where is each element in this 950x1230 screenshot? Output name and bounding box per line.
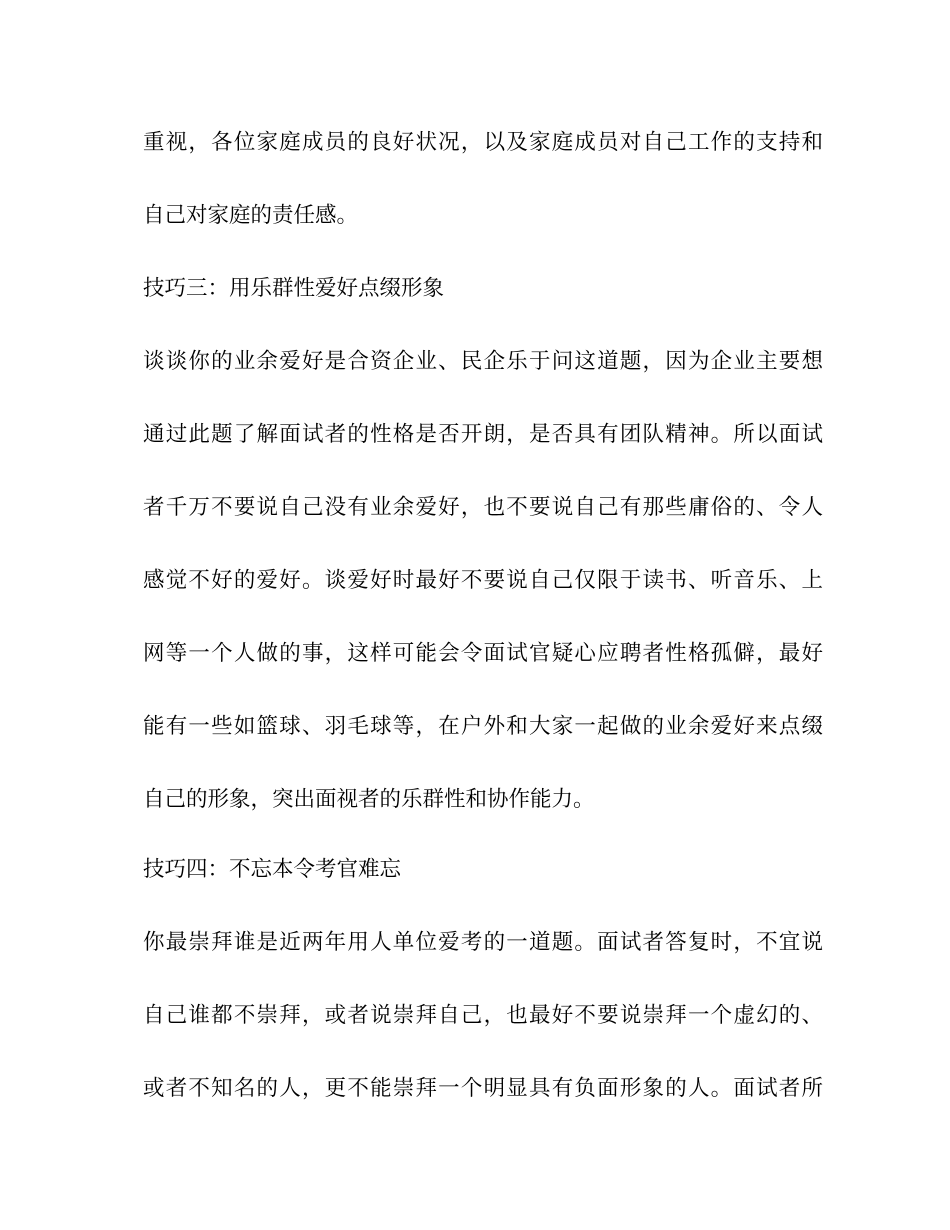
paragraph-line: 重视，各位家庭成员的良好状况，以及家庭成员对自己工作的支持和 [143,130,823,155]
paragraph-line: 网等一个人做的事，这样可能会令面试官疑心应聘者性格孤僻，最好 [143,641,823,666]
paragraph-line: 自己的形象，突出面视者的乐群性和协作能力。 [143,787,595,812]
paragraph-line: 或者不知名的人，更不能崇拜一个明显具有负面形象的人。面试者所 [143,1076,823,1101]
paragraph-line: 感觉不好的爱好。谈爱好时最好不要说自己仅限于读书、听音乐、上 [143,568,823,593]
paragraph-line: 能有一些如篮球、羽毛球等，在户外和大家一起做的业余爱好来点缀 [143,714,823,739]
section-heading: 技巧四：不忘本令考官难忘 [143,857,402,882]
paragraph-line: 自己对家庭的责任感。 [143,203,359,228]
section-heading: 技巧三：用乐群性爱好点缀形象 [143,276,445,301]
paragraph-line: 者千万不要说自己没有业余爱好，也不要说自己有那些庸俗的、令人 [143,495,823,520]
paragraph-line: 自己谁都不崇拜，或者说崇拜自己，也最好不要说崇拜一个虚幻的、 [143,1003,823,1028]
paragraph-line: 你最崇拜谁是近两年用人单位爱考的一道题。面试者答复时，不宜说 [143,930,823,955]
paragraph-line: 谈谈你的业余爱好是合资企业、民企乐于问这道题，因为企业主要想 [143,349,823,374]
paragraph-line: 通过此题了解面试者的性格是否开朗，是否具有团队精神。所以面试 [143,422,823,447]
